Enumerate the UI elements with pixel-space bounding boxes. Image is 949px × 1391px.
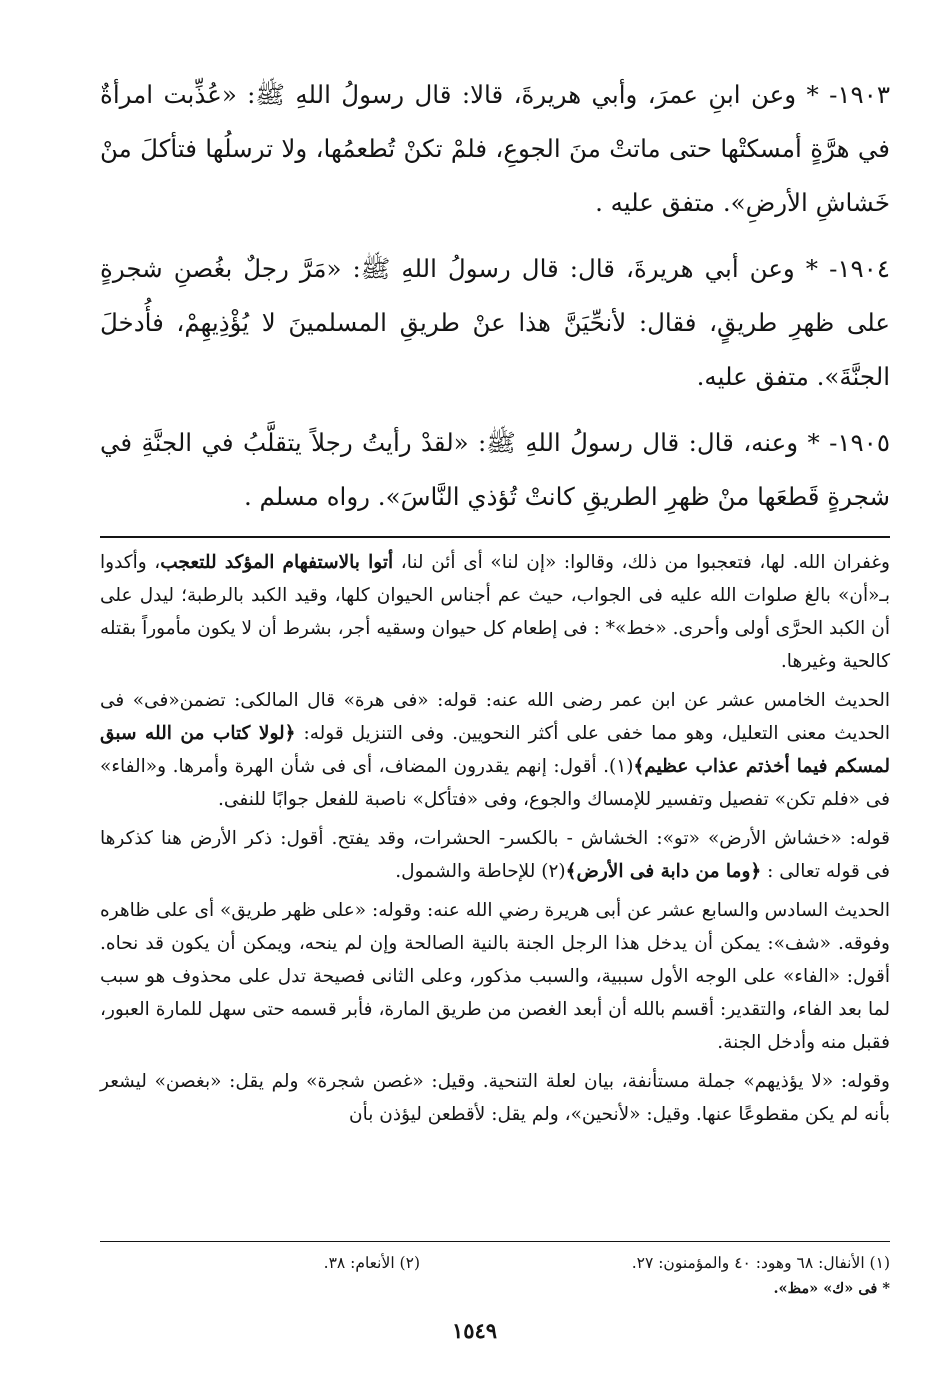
footnote-1: (١) الأنفال: ٦٨ وهود: ٤٠ والمؤمنون: ٢٧. [631, 1254, 890, 1272]
footnote-row [100, 1250, 890, 1276]
commentary-paragraph-5: وقوله: «لا يؤذيهم» جملة مستأنفة، بيان لعلة التنحية. وقيل: «غصن شجرة» ولم يقل: «بغصن» ليشعر بأنه لم يكن مقطوعًا عنها. وقيل: «لأنحين»، ولم يقل: لأقطعن ليؤذن بأن [100, 1071, 890, 1125]
commentary-1c: ، وأكدوا بـ«أن» بالغ صلوات الله عليه فى الجواب، حيث عم أجناس الحيوان كلها، وقيد الكبد بالرطبة؛ ليدل على أن الكبد الحرَّى أولى وأحرى. «خط»* : فى إطعام كل حيوان وسقيه أجر، بشرط أن لا يكون مأموراً بقتله كالحية وغيرها. [100, 552, 890, 672]
page-number: ١٥٤٩ [451, 1318, 498, 1343]
manuscript-note: * فى «ك» «مظ». [773, 1280, 890, 1297]
commentary-paragraph-1 [100, 546, 890, 678]
commentary-2a: الحديث الخامس عشر عن ابن عمر رضى الله عنه: قوله: «فى هرة» قال المالكى: تضمن«فى» فى الحديث معنى التعليل، وهو مما خفى على أكثر النحويين. وفى التنزيل قوله: [100, 690, 891, 744]
hadith-text-section [100, 68, 890, 524]
quran-verse-anam: ﴿وما من دابة فى الأرض﴾ [565, 861, 762, 882]
quran-verse-anfal: ﴿لولا كتاب من الله سبق لمسكم فيما أخذتم عذاب عظيم﴾ [100, 723, 890, 777]
commentary-2c: (١). أقول: إنهم يقدرون المضاف، أى فى شأن الهرة وأمرها. و«الفاء» فى «فلم تكن» تفصيل وتفسير للإمساك والجوع، وفى «فتأكل» ناصبة للفعل جوابًا للنفى. [100, 756, 890, 810]
commentary-paragraph-3 [100, 822, 890, 888]
commentary-3c: (٢) للإحاطة والشمول. [395, 861, 566, 882]
footnote-2: (٢) الأنعام: ٣٨. [323, 1254, 420, 1272]
hadith-1903: ١٩٠٣- * وعن ابنِ عمرَ، وأبي هريرةَ، قالا: قال رسولُ اللهِ ﷺ: «عُذِّبت امرأةٌ في هرَّةٍ أمسكتْها حتى ماتتْ منَ الجوعِ، فلمْ تكنْ تُطعمُها، ولا ترسلُها فتأكلَ منْ خَشاشِ الأرضِ». متفق عليه . [100, 80, 890, 217]
commentary-1-bold: أتوا بالاستفهام المؤكد للتعجب [160, 552, 394, 573]
page-body [100, 68, 890, 1137]
commentary-paragraph-4: الحديث السادس والسابع عشر عن أبى هريرة رضي الله عنه: وقوله: «على ظهر طريق» أى على ظاهره وفوقه. «شف»: يمكن أن يدخل هذا الرجل الجنة بالنية الصالحة وإن لم ينحه، ويمكن أن يكون قد نحاه. أقول: «الفاء» على الوجه الأول سببية، والسبب مذكور، وعلى الثانى فصيحة تدل على محذوف هو سبب لما بعد الفاء، والتقدير: أقسم بالله أن أبعد الغصن من طريق المارة، فأبر قسمه حتى سهل للمارة العبور، فقبل منه وأدخل الجنة. [100, 900, 890, 1053]
section-divider [100, 536, 890, 538]
commentary-3a: قوله: «خشاش الأرض» «تو»: الخشاش - بالكسر- الحشرات، وقد يفتح. أقول: ذكر الأرض هنا كذكرها فى قوله تعالى : [100, 828, 890, 882]
hadith-1905: ١٩٠٥- * وعنه، قال: قال رسولُ اللهِ ﷺ: «لقدْ رأيتُ رجلاً يتقلَّبُ في الجنَّةِ في شجرةٍ قَطعَها منْ ظهرِ الطريقِ كانتْ تُؤذي النَّاسَ». رواه مسلم . [100, 428, 890, 511]
footnotes [100, 1241, 890, 1302]
commentary-paragraph-2 [100, 684, 890, 816]
hadith-1904: ١٩٠٤- * وعن أبي هريرةَ، قال: قال رسولُ اللهِ ﷺ: «مَرَّ رجلٌ بغُصنِ شجرةٍ على ظهرِ طريقٍ، فقال: لأنحِّيَنَّ هذا عنْ طريقِ المسلمينَ لا يُؤْذِيهِمْ، فأُدخلَ الجنَّةَ». متفق عليه. [100, 254, 890, 391]
commentary-section [100, 546, 890, 1131]
commentary-1a: وغفران الله. لها، فتعجبوا من ذلك، وقالوا: «إن لنا» أى أئن لنا، [393, 552, 890, 573]
